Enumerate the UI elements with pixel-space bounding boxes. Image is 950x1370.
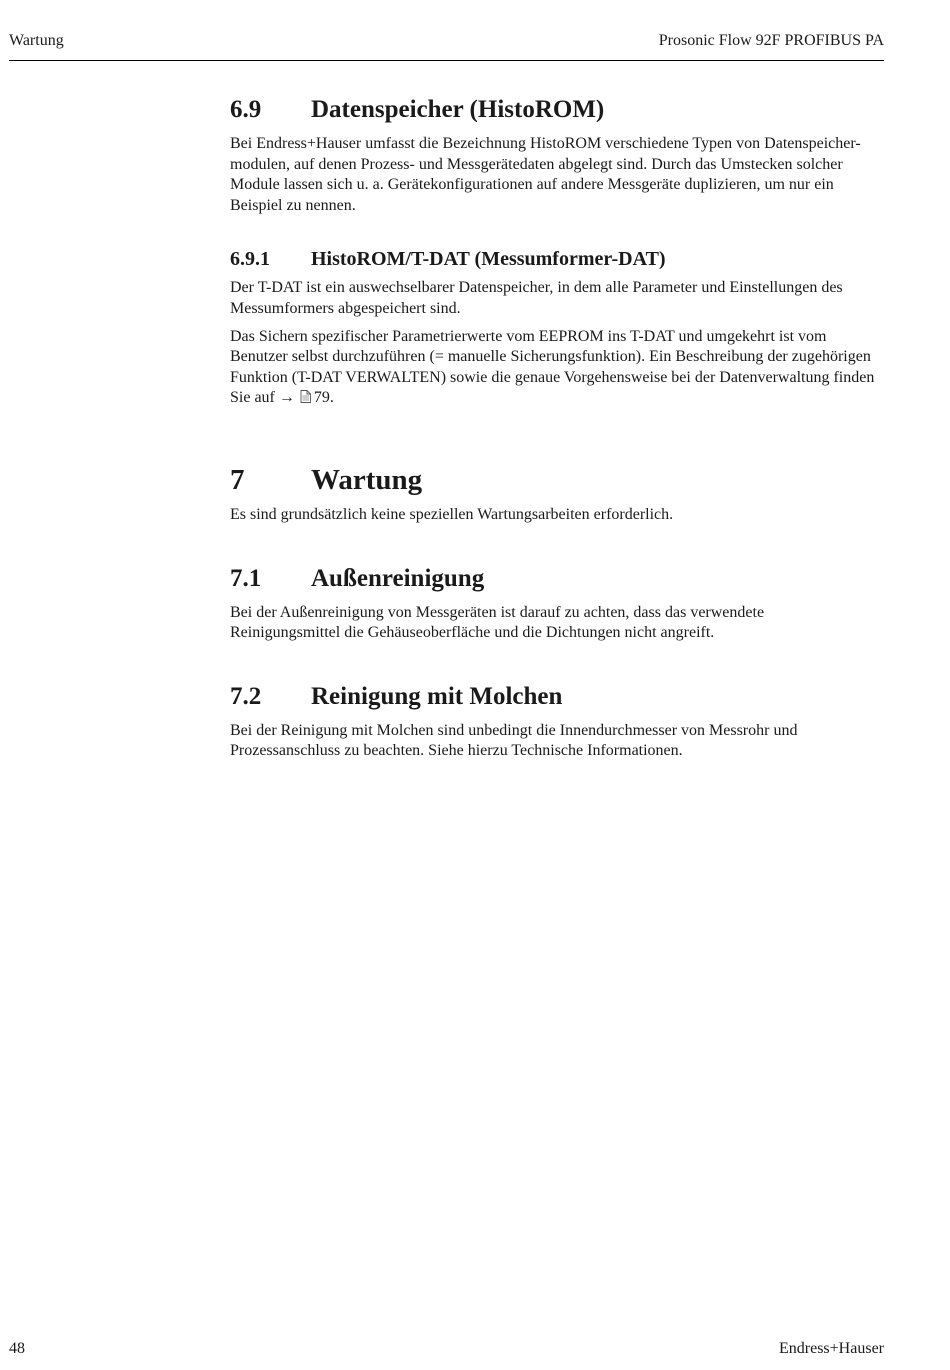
page-icon xyxy=(300,390,311,403)
heading-6-9-1 xyxy=(230,246,885,272)
page-number: 48 xyxy=(9,1340,25,1357)
footer-brand: Endress+Hauser xyxy=(779,1340,884,1357)
heading-title: Datenspeicher (HistoROM) xyxy=(311,96,605,123)
paragraph-histoROM: Bei Endress+Hauser umfasst die Bezeichnung HistoROM verschiedene Typen von Datenspeicher-modulen, auf denen Prozess- und Messgerätedaten abgelegt sind. Durch das Umstecken solcher Module lassen sich u. a. Gerätekonfigurationen auf andere Messgeräte duplizieren, um nur ein Beispiel zu nennen. xyxy=(230,135,861,214)
heading-title: Reinigung mit Molchen xyxy=(311,682,563,710)
running-header-product: Prosonic Flow 92F PROFIBUS PA xyxy=(658,32,884,49)
running-header-section: Wartung xyxy=(9,32,64,49)
paragraph-tdat: Der T-DAT ist ein auswechselbarer Datenspeicher, in dem alle Parameter und Einstellungen des Messumformers abgespeichert sind. xyxy=(230,279,843,317)
paragraph-molchen: Bei der Reinigung mit Molchen sind unbedingt die Innendurchmesser von Messrohr und Prozessanschluss zu beachten. Siehe hierzu Technische Informationen. xyxy=(230,721,798,760)
paragraph-wartung: Es sind grundsätzlich keine speziellen Wartungsarbeiten erforderlich. xyxy=(230,505,674,523)
heading-number: 7 xyxy=(230,463,245,496)
heading-number: 7.1 xyxy=(230,564,262,592)
heading-7-1 xyxy=(230,563,885,595)
paragraph-tdat-backup xyxy=(230,327,885,409)
heading-7 xyxy=(230,462,885,498)
heading-number: 6.9 xyxy=(230,96,262,123)
heading-title: HistoROM/T-DAT (Messumformer-DAT) xyxy=(311,248,666,271)
heading-number: 6.9.1 xyxy=(230,248,270,271)
page-reference-link[interactable]: 79. xyxy=(313,389,334,407)
header-rule xyxy=(9,60,884,61)
paragraph-text: Das Sichern spezifischer Parametrierwerte vom EEPROM ins T-DAT und umgekehrt ist vom Benutzer selbst durchzuführen (= manuelle Sicherungsfunktion). Ein Beschreibung der zugehörigen Funktion (T-DAT VERWALTEN) sowie die genaue Vorgehensweise bei der Datenverwaltung finden Sie auf xyxy=(230,327,875,407)
heading-7-2 xyxy=(230,681,885,713)
arrow-glyph: → xyxy=(278,389,295,407)
heading-title: Wartung xyxy=(311,463,423,496)
heading-6-9 xyxy=(230,94,885,126)
paragraph-aussenreinigung: Bei der Außenreinigung von Messgeräten ist darauf zu achten, dass das verwendete Reinigungsmittel die Gehäuseoberfläche und die Dichtungen nicht angreift. xyxy=(230,603,765,642)
heading-number: 7.2 xyxy=(230,682,262,710)
heading-title: Außenreinigung xyxy=(311,564,485,592)
page-content xyxy=(230,94,885,762)
